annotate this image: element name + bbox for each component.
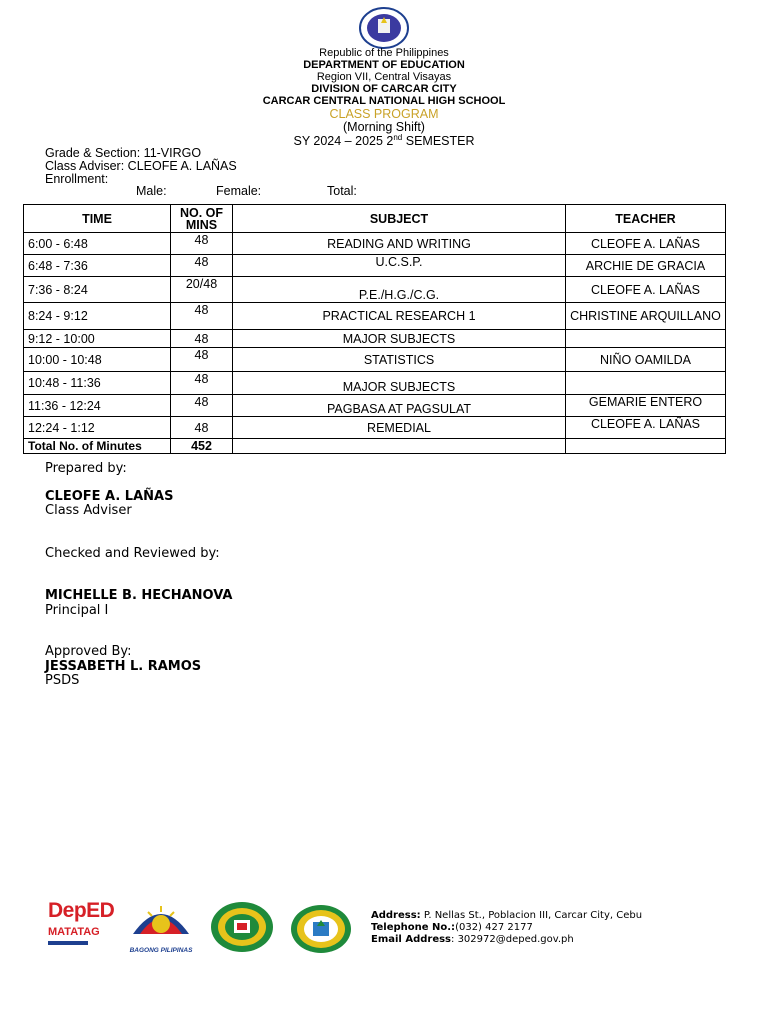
header-school-year: SY 2024 – 2025 2nd SEMESTER: [293, 133, 475, 149]
prepared-by-title: Class Adviser: [45, 503, 132, 518]
bagong-pilipinas-text: BAGONG PILIPINAS: [129, 947, 193, 954]
cell-subject: MAJOR SUBJECTS: [233, 330, 566, 348]
cell-time: 6:00 - 6:48: [24, 233, 171, 255]
cell-mins: 48: [171, 372, 233, 395]
total-label: Total:: [327, 184, 357, 198]
header-class-program: CLASS PROGRAM: [329, 107, 439, 121]
table-row: [24, 255, 726, 277]
cell-time: 10:48 - 11:36: [24, 372, 171, 395]
cell-mins: 48: [171, 303, 233, 330]
school-seal-logo: [289, 904, 353, 954]
cell-teacher: [566, 330, 726, 348]
grade-section: Grade & Section: 11-VIRGO: [45, 146, 202, 160]
cell-teacher: GEMARIE ENTERO: [566, 395, 726, 417]
header-mins: NO. OF MINS: [171, 205, 233, 233]
cell-time: 6:48 - 7:36: [24, 255, 171, 277]
cell-subject: REMEDIAL: [233, 417, 566, 439]
male-label: Male:: [136, 184, 167, 198]
division-seal-logo: [209, 901, 275, 953]
prepared-by-label: Prepared by:: [45, 461, 127, 476]
cell-teacher: ARCHIE DE GRACIA: [566, 255, 726, 277]
table-row: [24, 233, 726, 255]
cell-teacher: CHRISTINE ARQUILLANO: [566, 303, 726, 330]
header-division: DIVISION OF CARCAR CITY: [311, 83, 457, 95]
cell-subject: MAJOR SUBJECTS: [233, 372, 566, 395]
checked-by-label: Checked and Reviewed by:: [45, 546, 220, 561]
total-minutes-value: 452: [171, 439, 233, 454]
cell-time: 12:24 - 1:12: [24, 417, 171, 439]
cell-empty: [566, 439, 726, 454]
footer-address: Address: P. Nellas St., Poblacion III, Carcar City, Cebu: [371, 910, 643, 921]
table-row: [24, 348, 726, 372]
cell-teacher: [566, 372, 726, 395]
prepared-by-name: CLEOFE A. LAÑAS: [45, 489, 174, 504]
cell-teacher: CLEOFE A. LAÑAS: [566, 277, 726, 303]
cell-mins: 48: [171, 255, 233, 277]
footer-email: Email Address: 302972@deped.gov.ph: [371, 934, 574, 945]
table-row: [24, 303, 726, 330]
deped-seal-logo: [357, 7, 411, 49]
header-school: CARCAR CENTRAL NATIONAL HIGH SCHOOL: [262, 95, 506, 107]
table-row: [24, 277, 726, 303]
enrollment-label: Enrollment:: [45, 172, 109, 186]
cell-mins: 48: [171, 395, 233, 417]
female-label: Female:: [216, 184, 262, 198]
class-adviser: Class Adviser: CLEOFE A. LAÑAS: [45, 159, 237, 173]
cell-subject: STATISTICS: [233, 348, 566, 372]
cell-subject: P.E./H.G./C.G.: [233, 277, 566, 303]
header-teacher: TEACHER: [566, 205, 726, 233]
matatag-text: MATATAG: [48, 926, 100, 938]
table-row: [24, 395, 726, 417]
cell-subject: U.C.S.P.: [233, 255, 566, 277]
table-header-row: [24, 205, 726, 233]
header-republic: Republic of the Philippines: [319, 47, 449, 59]
table-row: [24, 417, 726, 439]
approved-by-label: Approved By:: [45, 644, 132, 659]
footer-telephone: Telephone No.:(032) 427 2177: [371, 922, 533, 933]
cell-mins: 48: [171, 330, 233, 348]
class-program-table: [23, 204, 726, 454]
bagong-pilipinas-logo: [128, 898, 194, 954]
cell-empty: [233, 439, 566, 454]
cell-mins: 20/48: [171, 277, 233, 303]
approved-by-name: JESSABETH L. RAMOS: [45, 659, 202, 674]
cell-time: 7:36 - 8:24: [24, 277, 171, 303]
cell-subject: PRACTICAL RESEARCH 1: [233, 303, 566, 330]
table-row: [24, 372, 726, 395]
cell-subject: READING AND WRITING: [233, 233, 566, 255]
deped-matatag-logo: [48, 900, 120, 952]
cell-time: 8:24 - 9:12: [24, 303, 171, 330]
cell-teacher: CLEOFE A. LAÑAS: [566, 233, 726, 255]
approved-by-title: PSDS: [45, 673, 80, 688]
cell-time: 9:12 - 10:00: [24, 330, 171, 348]
checked-by-title: Principal I: [45, 603, 109, 618]
table-row: [24, 330, 726, 348]
cell-mins: 48: [171, 233, 233, 255]
total-minutes-label: Total No. of Minutes: [24, 439, 171, 454]
cell-teacher: NIÑO OAMILDA: [566, 348, 726, 372]
cell-subject: PAGBASA AT PAGSULAT: [233, 395, 566, 417]
header-subject: SUBJECT: [233, 205, 566, 233]
header-department: DEPARTMENT OF EDUCATION: [303, 59, 465, 71]
table-total-row: [24, 439, 726, 454]
checked-by-name: MICHELLE B. HECHANOVA: [45, 588, 233, 603]
cell-time: 11:36 - 12:24: [24, 395, 171, 417]
deped-logo-text: DepED: [48, 899, 115, 922]
cell-mins: 48: [171, 348, 233, 372]
cell-mins: 48: [171, 417, 233, 439]
header-time: TIME: [24, 205, 171, 233]
cell-time: 10:00 - 10:48: [24, 348, 171, 372]
header-region: Region VII, Central Visayas: [316, 71, 452, 83]
cell-teacher: CLEOFE A. LAÑAS: [566, 417, 726, 439]
header-shift: (Morning Shift): [343, 120, 425, 134]
